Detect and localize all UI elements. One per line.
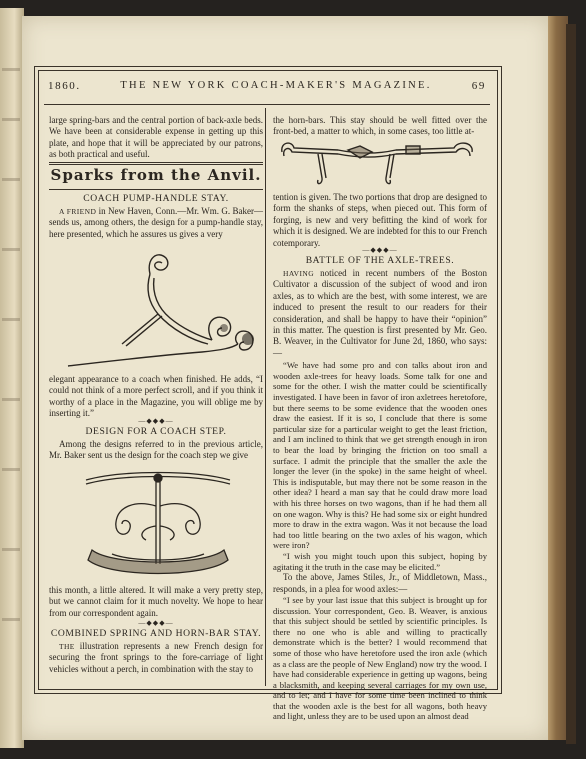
page-number: 69 [471,80,486,92]
pump-handle-text [49,206,263,240]
sparks-heading: Sparks from the Anvil. [50,166,262,184]
spring-horn-bar-text [49,641,263,675]
horn-bar-description [273,192,487,249]
magazine-title: THE NEW YORK COACH-MAKER'S MAGAZINE. [120,80,432,91]
coach-step-text-cont [49,585,263,619]
facing-page-edge [0,8,24,748]
spring-horn-bar-heading: COMBINED SPRING AND HORN-BAR STAY. [50,628,262,639]
coach-step-figure [82,466,234,582]
weaver-quote-2: “I wish you might touch upon this subject, hoping by agitating it the truth in the case may be elicited.” [273,550,487,572]
book-cover-edge [566,24,576,744]
section-rule [49,162,263,163]
section-rule-3 [49,189,263,190]
step-body: Among the designs referred to in the previous article, Mr. Baker sent us the design for the coach step we give [49,439,263,461]
page-stack-edge [548,16,568,740]
ornament-divider: —◆◆◆— [138,417,174,425]
pump-body: in New Haven, Conn.—Mr. Wm. G. Baker—sends us, among others, the design for a pump-handle stay, here presented, which he assures us gives a very [49,206,263,239]
left-column-top [49,115,263,161]
pump-handle-heading: COACH PUMP-HANDLE STAY. [83,193,229,204]
running-header [46,80,488,96]
stiles-intro: To the above, James Stiles, Jr., of Middletown, Mass., responds, in a plea for wood axles:— [273,572,487,594]
pump-lead: A FRIEND [59,207,97,216]
intro-paragraph: large spring-bars and the central portion of back-axle beds. We have been at considerable expense in getting up this plate, and hope that it will be appreciated by our patrons, as both practical and useful. [49,115,263,160]
right-column-top [273,115,487,138]
spring-lead: THE [59,642,75,651]
ornament-divider-2: —◆◆◆— [138,619,174,627]
coach-step-heading: DESIGN FOR A COACH STEP. [85,426,227,437]
section-rule-2 [49,164,263,165]
battle-lead: HAVING [283,269,315,278]
pump-handle-text-cont [49,374,263,420]
pump-body-2: elegant appearance to a coach when finished. He adds, “I could not think of a more perfect scroll, and if you think it worthy of a place in the Magazine, you will oblige me by inserting it.” [49,374,263,419]
pump-handle-stay-figure [62,244,258,368]
step-body-2: this month, a little altered. It will make a very pretty step, but we cannot claim for it much novelty. We hope to hear from our correspondent again. [49,585,263,618]
header-rule [44,104,490,105]
weaver-quote: “We have had some pro and con talks about iron and wooden axle-trees for heavy loads. Some talk for one and some for the other. I wish the matter could be scientifically investigated. I have been in favor of iron axletrees heretofore, but there seems to be some evidence that the wooden ones draw the easiest. If it is so, I conclude that there is some particular size for a particular weight to get the least friction, and I am inclined to think that we get strength enough in iron to bear the load by bringing the friction on too small a surface. I admit the principle that the smaller the axle the longer the lever (in the spoke) in the same height of wheel. This is indisputable, but may there not be some reason in the other idea? I heard a man say that he could draw more load with his three horses on two wagons, than if he had them all on one wagon. Why is this? He had some six or eight hundred more to draw in the extra wagon. Was it not because the load had too little bearing on the two axles of his wagon, which were iron? [273,360,487,551]
coach-step-text [49,439,263,462]
battle-intro: noticed in recent numbers of the Boston Cultivator a discussion of the subject of wood and iron axles, as to which are the best, with some interest, we are induced to present the result to our readers for their consideration, and shall be happy to have their “opinion” in this matter. The question is first presented by Mr. Geo. B. Weaver, in the Cultivator for June 2d, 1860, who says:— [273,268,487,358]
ornament-divider-3: —◆◆◆— [362,246,398,254]
column-divider [265,108,266,686]
spring-body: illustration represents a new French design for securing the front springs to the fore-carriage of light vehicles without a perch, in combination with the stay to [49,641,263,674]
stiles-quote: “I see by your last issue that this subject is brought up for discussion. Your correspondent, Geo. B. Weaver, is anxious that this subject should be settled by scientific principles. Is there no one who is able and willing to practically demonstrate which is the better? I would recommend that some of those who have heretofore used the iron axle (which as a class are the people of New England) now try the wood. I have had considerable experience in getting up wagons, being a blacksmith, and keeping several carriages for my own use, and to let; and I have for some time been inclined to think that the wooden axle is the best for all wagons, both heavy and light, unless they are to be used upon an almost dead [273,594,487,722]
battle-article [273,268,487,722]
horn-bar-after-fig: tention is given. The two portions that drop are designed to form the shanks of steps, when pieced out. This form of forging, is new and very befitting the kind of work for which it is designed. We are indebted for this to our French cotemporary. [273,192,487,248]
horn-bar-continued: the horn-bars. This stay should be well fitted over the front-bed, a matter to which, in some cases, too little at- [273,115,487,137]
horn-bar-stay-figure [278,138,478,190]
battle-heading: BATTLE OF THE AXLE-TREES. [305,255,455,266]
header-year: 1860. [48,80,81,92]
